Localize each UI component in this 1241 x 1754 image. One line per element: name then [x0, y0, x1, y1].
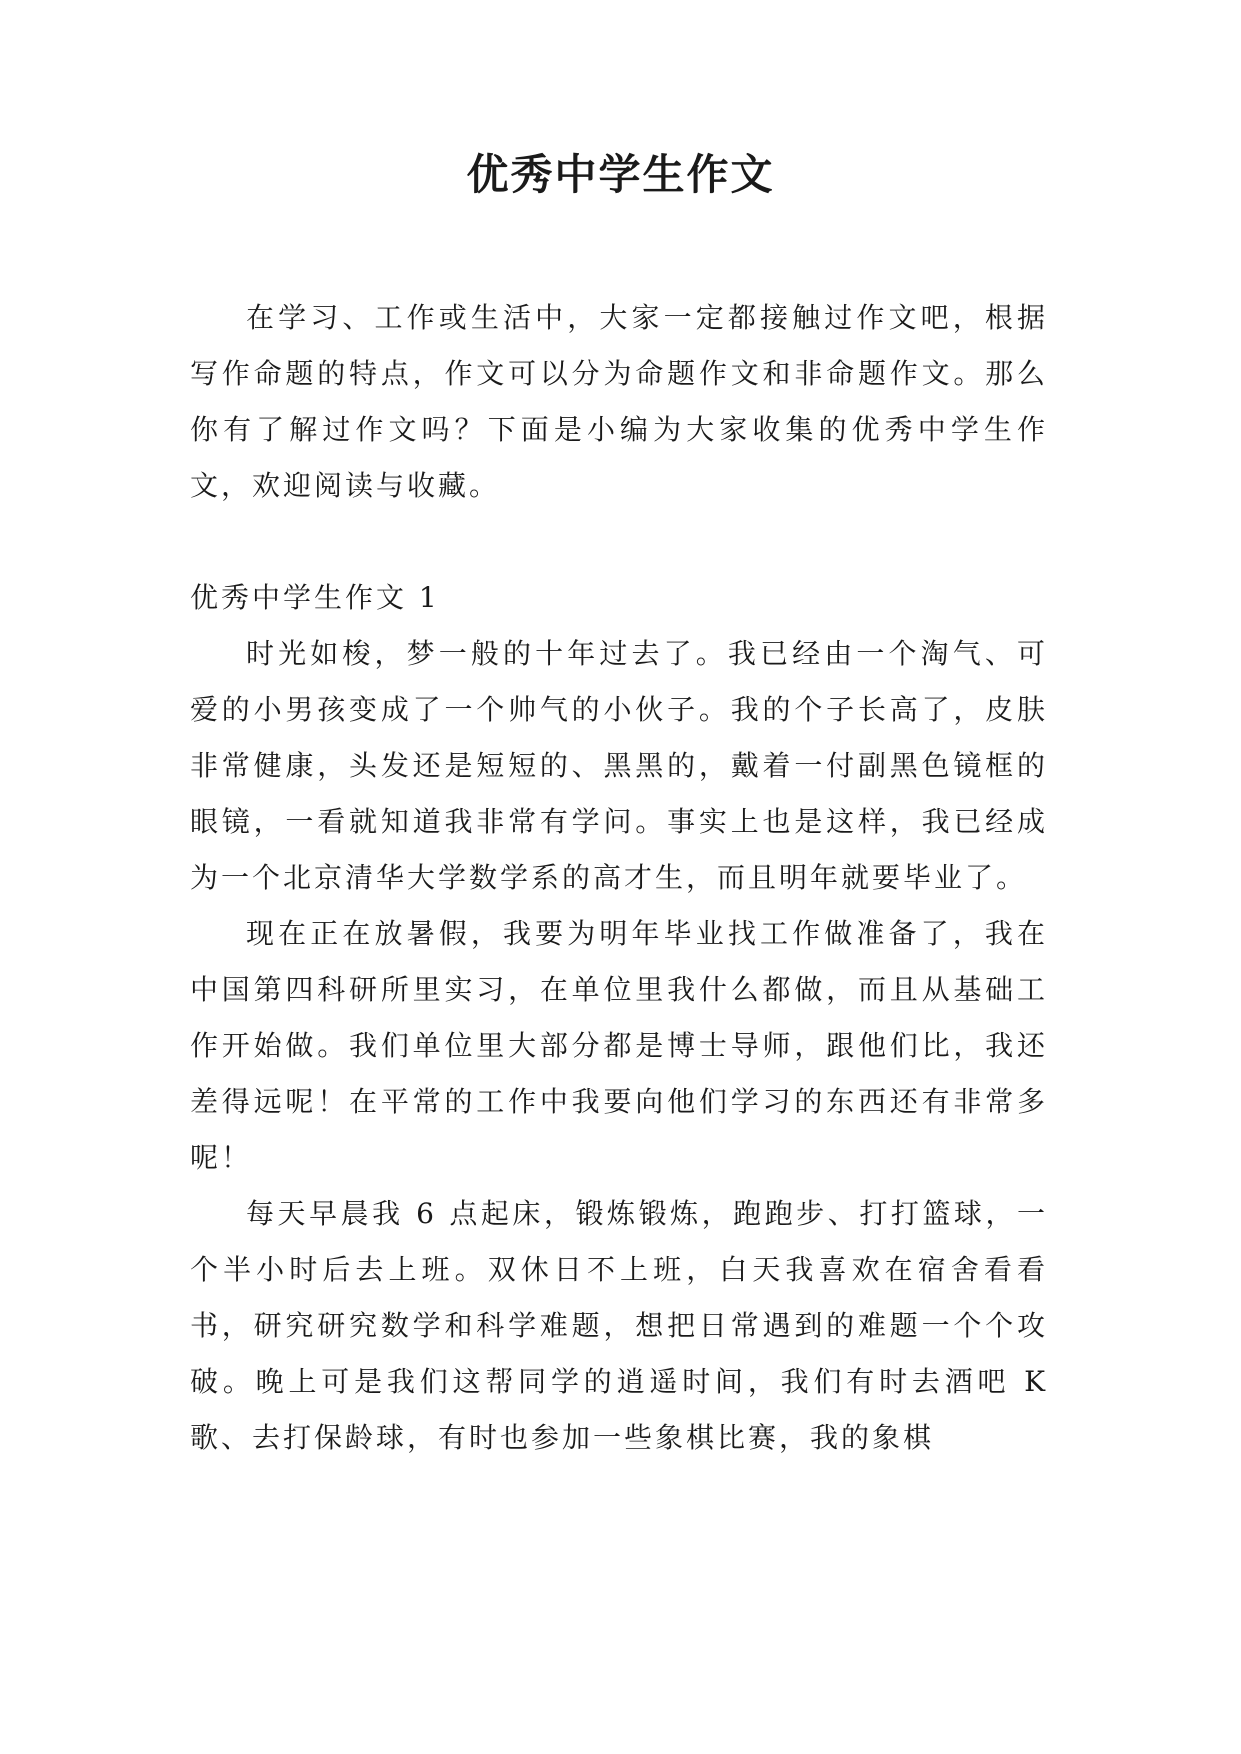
body-paragraph: 时光如梭，梦一般的十年过去了。我已经由一个淘气、可爱的小男孩变成了一个帅气的小伙子。我的个子长高了，皮肤非常健康，头发还是短短的、黑黑的，戴着一付副黑色镜框的眼镜，一看就知道我非常有学问。事实上也是这样，我已经成为一个北京清华大学数学系的高才生，而且明年就要毕业了。: [190, 637, 1048, 894]
section-heading: 优秀中学生作文 1: [190, 581, 440, 614]
body-paragraph: 现在正在放暑假，我要为明年毕业找工作做准备了，我在中国第四科研所里实习，在单位里我什么都做，而且从基础工作开始做。我们单位里大部分都是博士导师，跟他们比，我还差得远呢！在平常的工作中我要向他们学习的东西还有非常多呢！: [190, 917, 1048, 1174]
document-body: [190, 290, 1048, 1466]
document-title: 优秀中学生作文: [466, 150, 775, 199]
intro-paragraph: 在学习、工作或生活中，大家一定都接触过作文吧，根据写作命题的特点，作文可以分为命题作文和非命题作文。那么你有了解过作文吗？下面是小编为大家收集的优秀中学生作文，欢迎阅读与收藏。: [190, 301, 1048, 502]
body-paragraph: 每天早晨我 6 点起床，锻炼锻炼，跑跑步、打打篮球，一个半小时后去上班。双休日不上班，白天我喜欢在宿舍看看书，研究研究数学和科学难题，想把日常遇到的难题一个个攻破。晚上可是我们这帮同学的逍遥时间，我们有时去酒吧 K 歌、去打保龄球，有时也参加一些象棋比赛，我的象棋: [190, 1197, 1048, 1454]
